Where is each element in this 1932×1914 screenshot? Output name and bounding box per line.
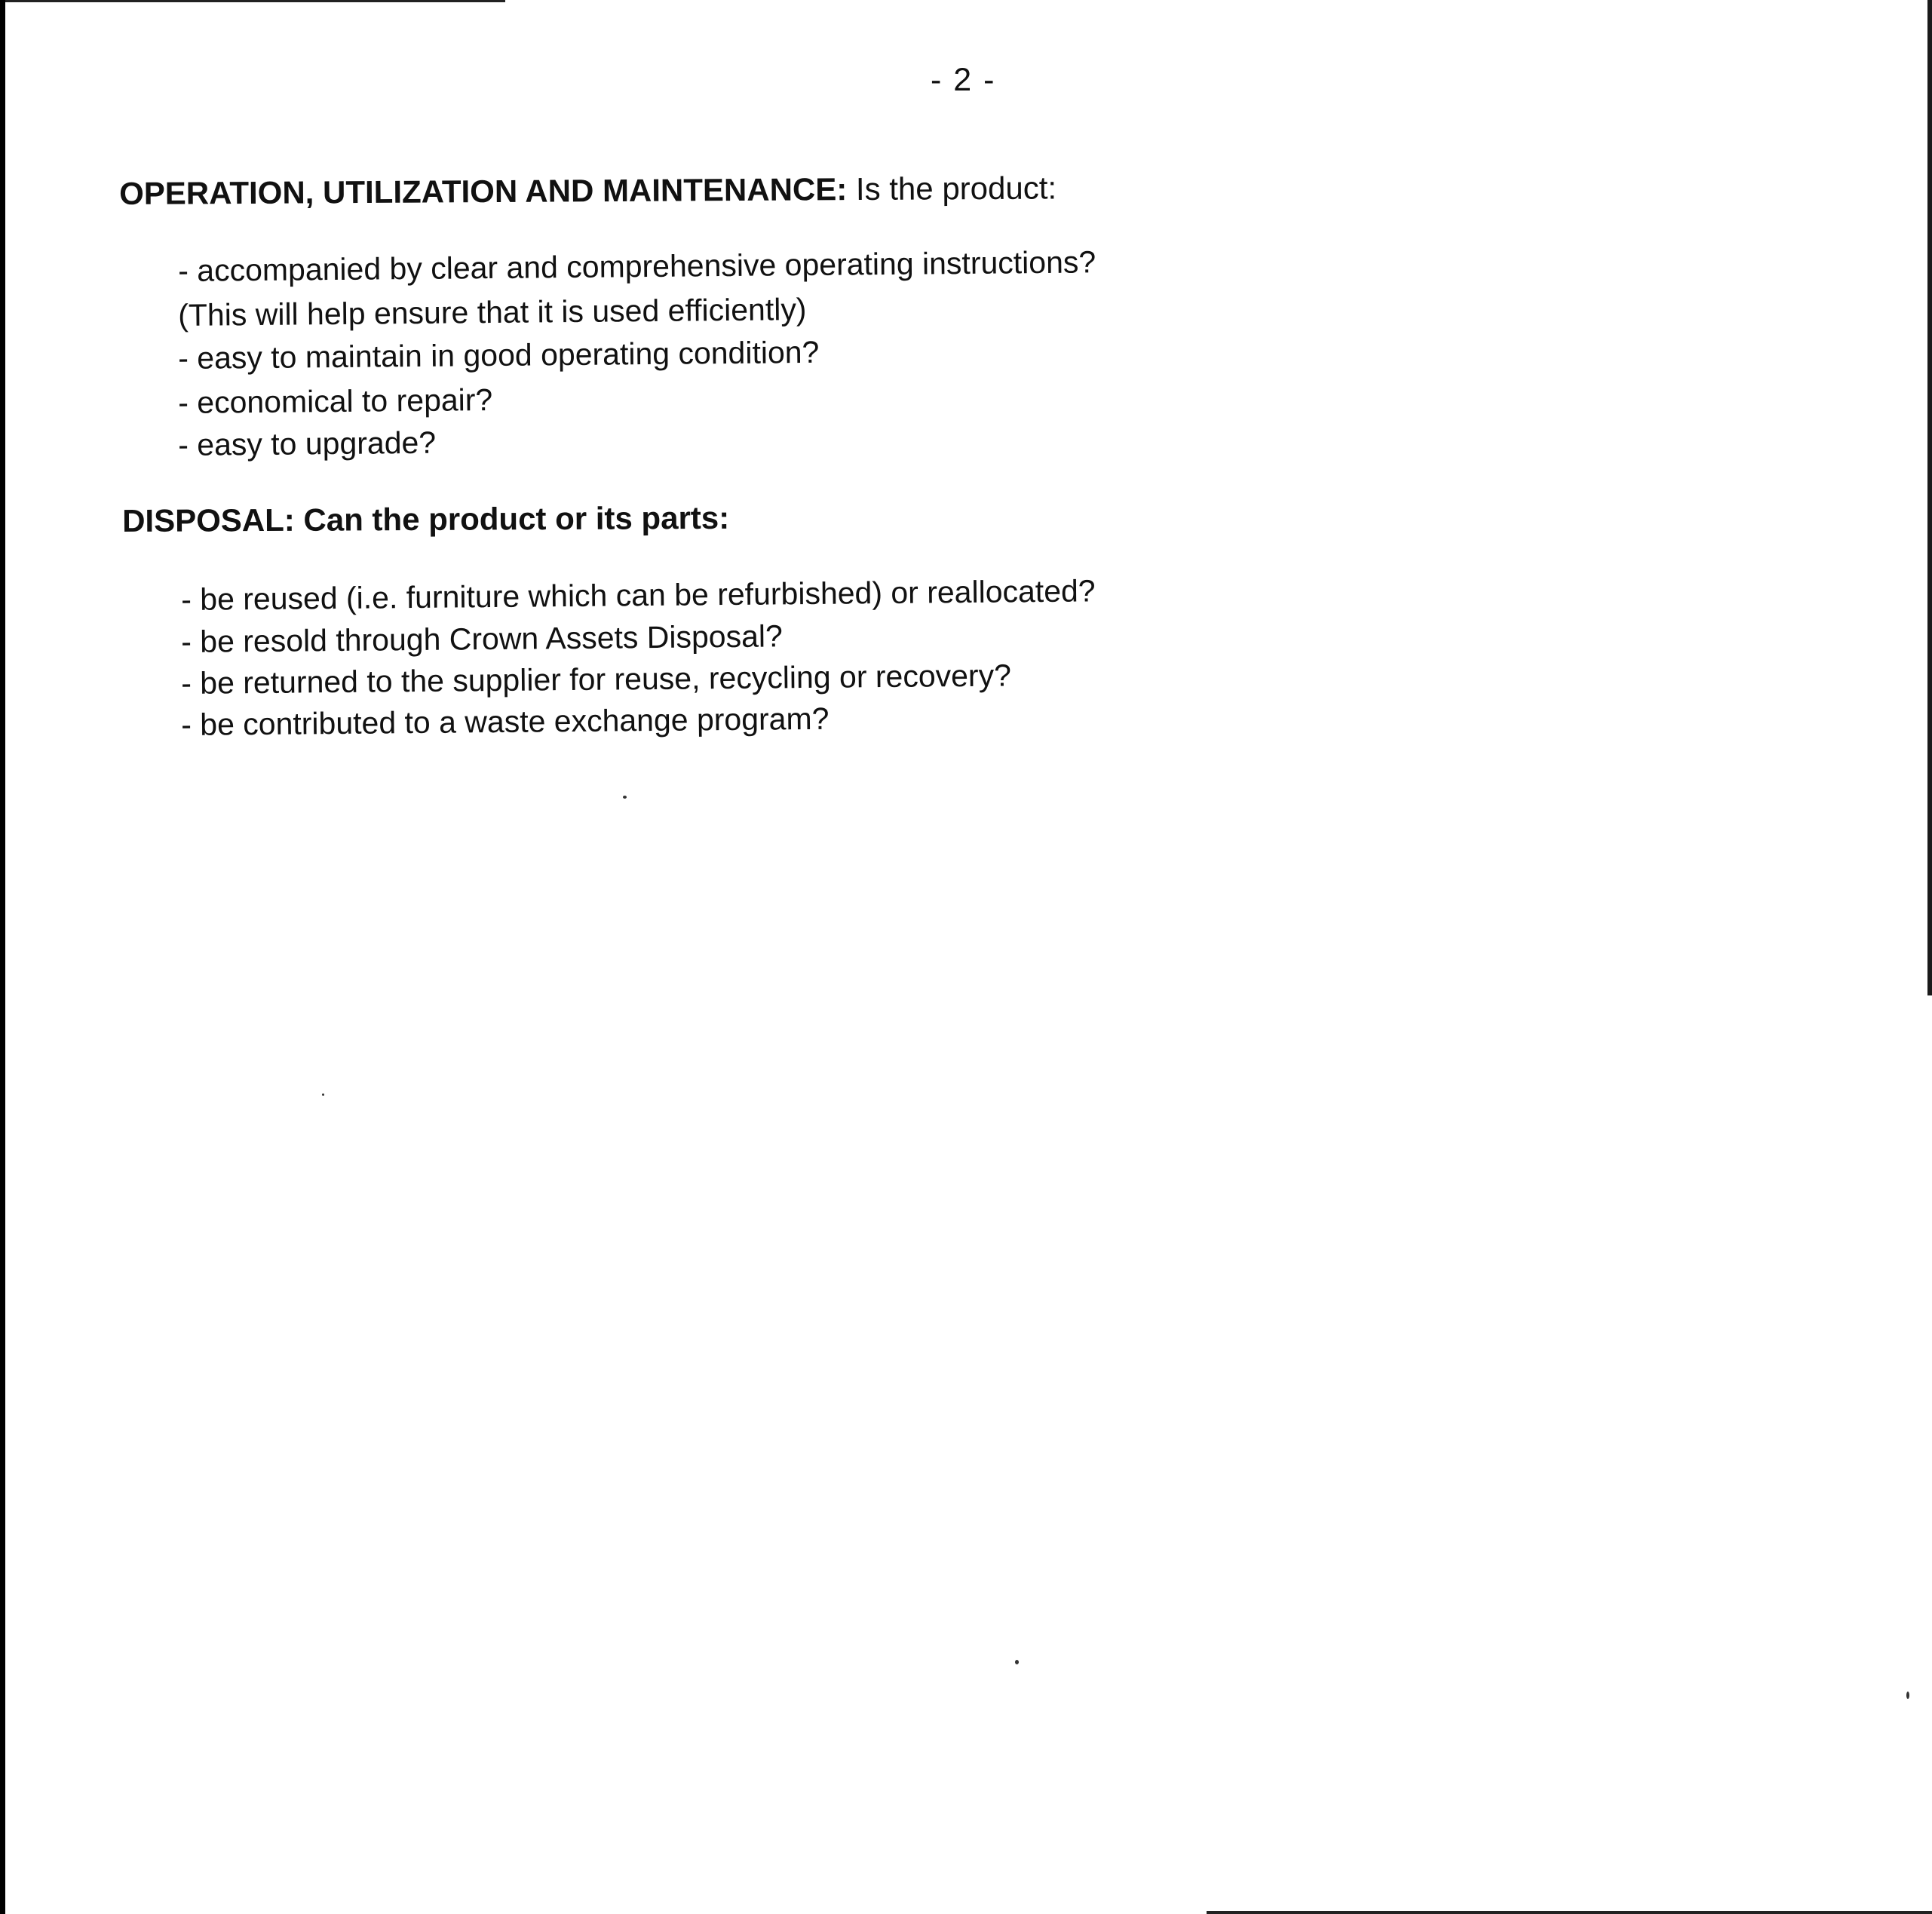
- operation-heading-bold: OPERATION, UTILIZATION AND MAINTENANCE:: [119, 171, 848, 211]
- scan-edge-top: [0, 0, 505, 2]
- scan-speck: [322, 1093, 324, 1096]
- disposal-section-heading: [122, 500, 729, 539]
- scan-edge-bottom: [1207, 1911, 1932, 1914]
- scan-edge-right: [1927, 0, 1932, 995]
- operation-item-4: - economical to repair?: [178, 382, 493, 420]
- scan-speck: [623, 796, 627, 799]
- disposal-item-4: - be contributed to a waste exchange program?: [181, 701, 830, 742]
- operation-item-5: - easy to upgrade?: [178, 425, 437, 462]
- disposal-item-2: - be resold through Crown Assets Disposal?: [181, 618, 784, 659]
- operation-section-heading: [119, 170, 1056, 212]
- disposal-item-3: - be returned to the supplier for reuse, recycling or recovery?: [181, 658, 1012, 701]
- scan-speck: [1015, 1660, 1019, 1664]
- operation-heading-normal: Is the product:: [847, 170, 1057, 207]
- operation-item-2: (This will help ensure that it is used efficiently): [178, 292, 807, 333]
- scan-speck: [1906, 1692, 1909, 1699]
- scan-edge-left: [0, 0, 5, 1914]
- operation-item-1: - accompanied by clear and comprehensive operating instructions?: [178, 244, 1096, 288]
- operation-item-3: - easy to maintain in good operating condition?: [178, 334, 820, 376]
- disposal-heading-bold: DISPOSAL: Can the product or its parts:: [122, 499, 730, 538]
- page-number: - 2 -: [931, 62, 996, 98]
- disposal-item-1: - be reused (i.e. furniture which can be refurbished) or reallocated?: [181, 573, 1096, 617]
